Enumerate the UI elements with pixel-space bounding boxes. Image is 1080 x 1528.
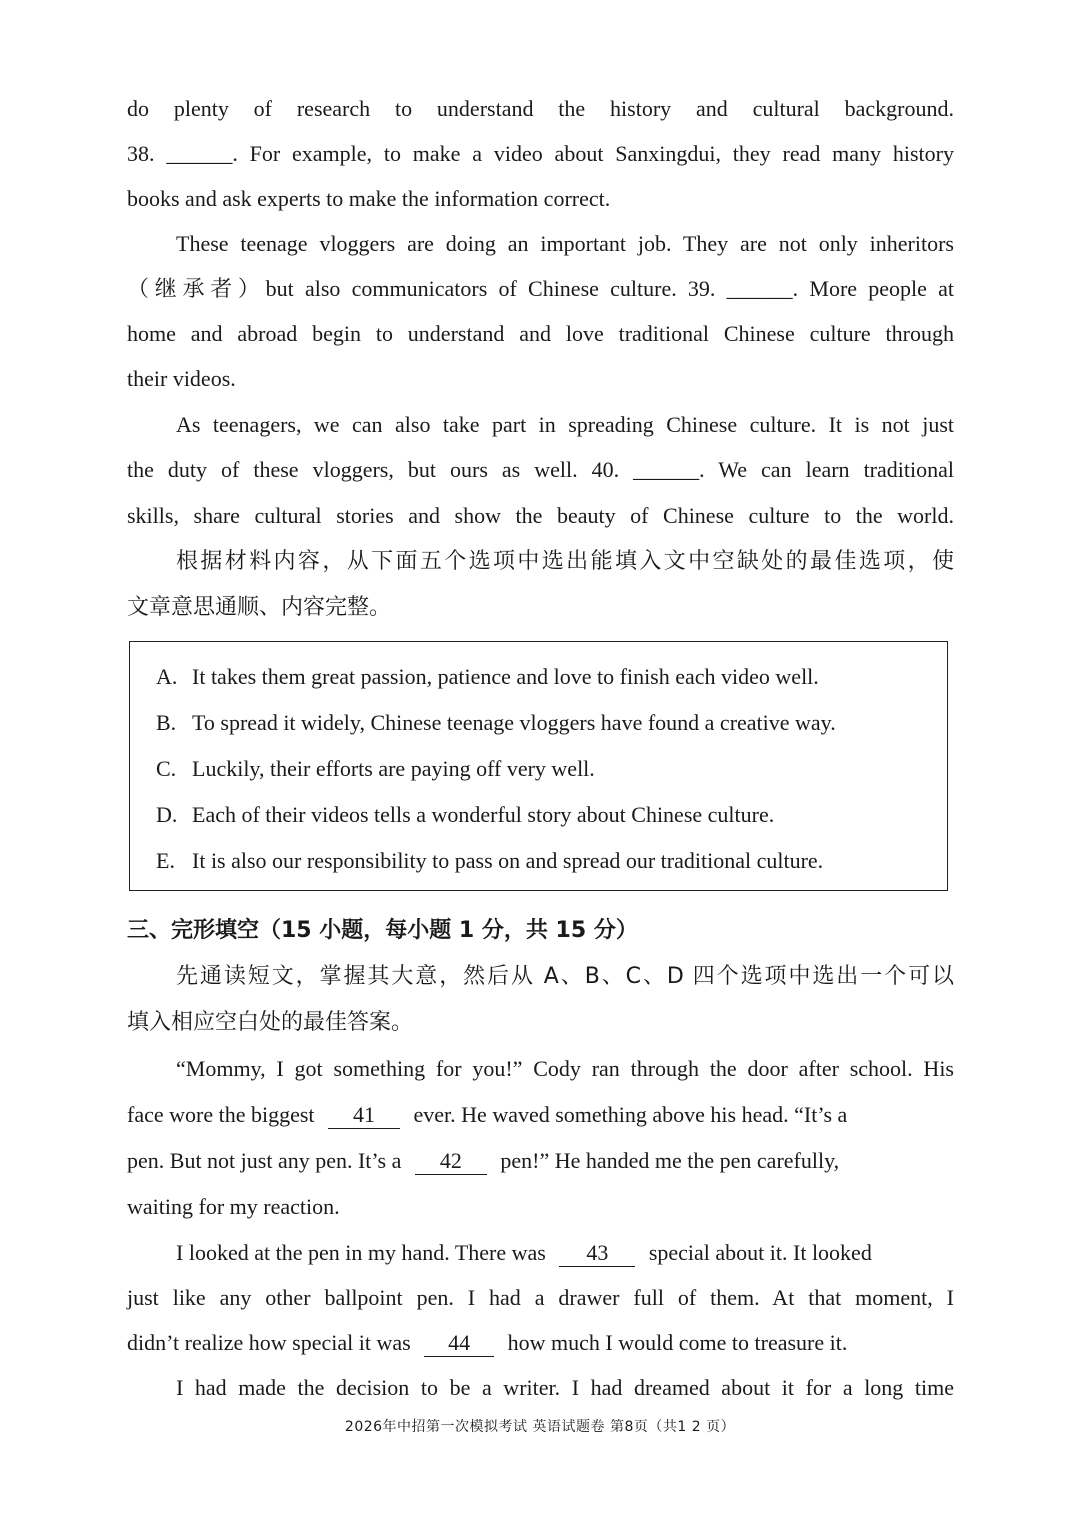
option-letter: B. <box>156 710 177 735</box>
option-letter: D. <box>156 802 178 827</box>
passage-text: didn’t realize how special it was <box>127 1330 411 1355</box>
instruction-line: 根据材料内容，从下面五个选项中选出能填入文中空缺处的最佳选项，使 <box>176 549 954 574</box>
instruction-line: 先通读短文，掌握其大意，然后从 A、B、C、D 四个选项中选出一个可以 <box>176 964 954 989</box>
passage-line <box>127 1146 954 1176</box>
passage-line: their videos. <box>127 366 236 391</box>
blank-42: 42 <box>415 1148 487 1175</box>
passage-line: books and ask experts to make the information correct. <box>127 186 611 211</box>
option-c <box>156 754 595 784</box>
passage-line: just like any other ballpoint pen. I had a drawer full of them. At that moment, I <box>127 1285 954 1310</box>
option-letter: A. <box>156 664 178 689</box>
option-text: Each of their videos tells a wonderful story about Chinese culture. <box>192 802 775 827</box>
passage-line: the duty of these vloggers, but ours as well. 40. ______. We can learn traditional <box>127 457 954 482</box>
option-letter: E. <box>156 848 175 873</box>
option-b <box>156 708 836 738</box>
passage-line: I had made the decision to be a writer. I had dreamed about it for a long time <box>176 1375 954 1400</box>
passage-text: ever. He waved something above his head. “It’s a <box>413 1102 848 1127</box>
option-letter: C. <box>156 756 177 781</box>
option-a <box>156 662 819 692</box>
passage-line: waiting for my reaction. <box>127 1194 340 1219</box>
instruction-line: 文章意思通顺、内容完整。 <box>127 595 392 620</box>
passage-line: “Mommy, I got something for you!” Cody ran through the door after school. His <box>176 1056 954 1081</box>
passage-line: As teenagers, we can also take part in spreading Chinese culture. It is not just <box>176 412 954 437</box>
blank-44: 44 <box>424 1330 494 1357</box>
passage-line: skills, share cultural stories and show the beauty of Chinese culture to the world. <box>127 503 954 528</box>
passage-line: 38. ______. For example, to make a video about Sanxingdui, they read many history <box>127 141 954 166</box>
page-footer: 2026年中招第一次模拟考试 英语试题卷 第8页（共1 2 页） <box>344 1419 736 1435</box>
passage-text: how much I would come to treasure it. <box>507 1330 848 1355</box>
option-e <box>156 846 823 876</box>
option-text: Luckily, their efforts are paying off very well. <box>192 756 595 781</box>
section-heading: 三、完形填空（15 小题，每小题 1 分，共 15 分） <box>127 918 638 943</box>
blank-41: 41 <box>328 1102 400 1129</box>
passage-line <box>176 1238 954 1268</box>
blank-43: 43 <box>559 1240 635 1267</box>
passage-text: pen!” He handed me the pen carefully, <box>500 1148 840 1173</box>
passage-line: （继承者）but also communicators of Chinese culture. 39. ______. More people at <box>127 276 954 301</box>
passage-line: do plenty of research to understand the history and cultural background. <box>127 96 954 121</box>
option-d <box>156 800 774 830</box>
passage-text: pen. But not just any pen. It’s a <box>127 1148 402 1173</box>
passage-line: home and abroad begin to understand and love traditional Chinese culture through <box>127 321 954 346</box>
passage-text: face wore the biggest <box>127 1102 315 1127</box>
option-text: To spread it widely, Chinese teenage vloggers have found a creative way. <box>192 710 836 735</box>
option-text: It takes them great passion, patience and love to finish each video well. <box>192 664 819 689</box>
instruction-line: 填入相应空白处的最佳答案。 <box>127 1010 414 1035</box>
option-text: It is also our responsibility to pass on and spread our traditional culture. <box>192 848 824 873</box>
passage-text: I looked at the pen in my hand. There was <box>176 1240 546 1265</box>
passage-line <box>127 1328 954 1358</box>
passage-text: special about it. It looked <box>648 1240 872 1265</box>
passage-line: These teenage vloggers are doing an important job. They are not only inheritors <box>176 231 954 256</box>
options-box <box>129 641 948 891</box>
passage-line <box>127 1100 954 1130</box>
